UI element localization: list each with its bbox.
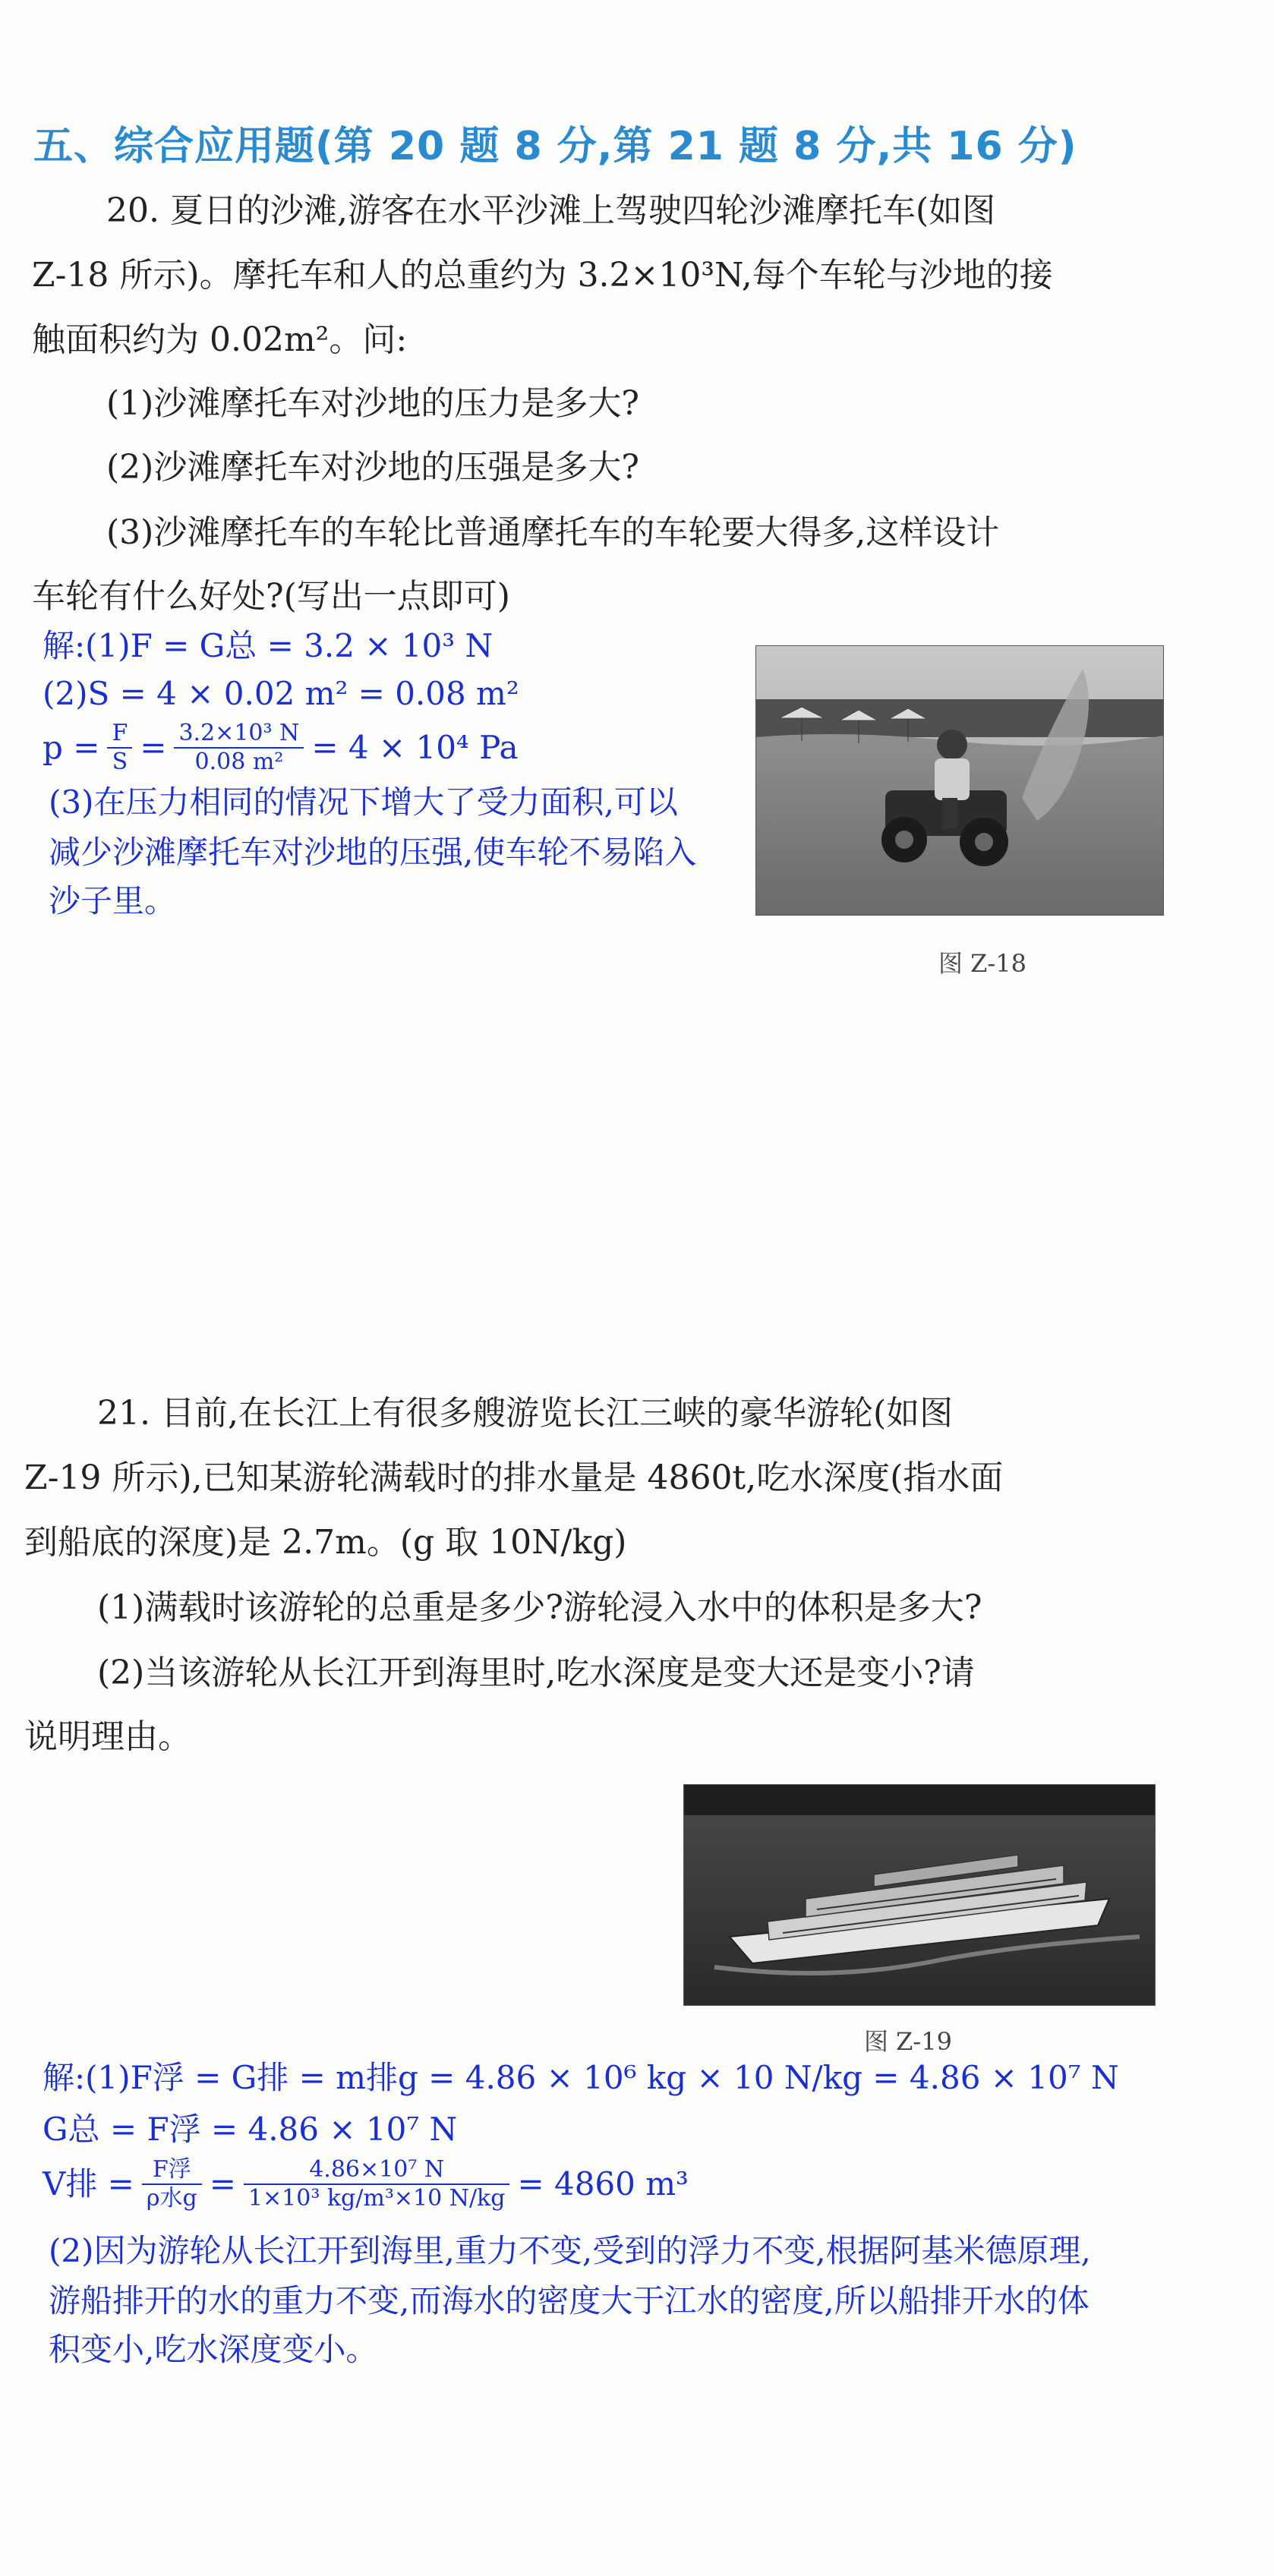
q20-fraction-f-over-s: [107, 721, 132, 774]
q21-answer-line2: G总 = F浮 = 4.86 × 10⁷ N: [43, 2111, 458, 2148]
q20-answer-line4b: 减少沙滩摩托车对沙地的压强,使车轮不易陷入: [49, 834, 697, 871]
q20-sub3a: (3)沙滩摩托车的车轮比普通摩托车的车轮要大得多,这样设计: [106, 513, 1000, 552]
q21-answer-result: = 4860 m³: [517, 2165, 689, 2202]
q21-frac1-num: F浮: [142, 2158, 202, 2185]
q20-sub1: (1)沙滩摩托车对沙地的压力是多大?: [106, 384, 639, 423]
q21-line3: 到船底的深度)是 2.7m。(g 取 10N/kg): [24, 1523, 627, 1562]
beach-motorbike-illustration: [756, 646, 1163, 915]
q20-answer-p-label: p =: [43, 728, 100, 766]
q21-sub2b: 说明理由。: [24, 1717, 191, 1756]
q20-answer-line4a: (3)在压力相同的情况下增大了受力面积,可以: [49, 784, 678, 821]
q21-answer-eq: =: [209, 2165, 236, 2202]
q20-line1: 20. 夏日的沙滩,游客在水平沙滩上驾驶四轮沙滩摩托车(如图: [106, 191, 996, 230]
q20-answer-line4c: 沙子里。: [49, 882, 177, 919]
q20-frac2-num: 3.2×10³ N: [174, 721, 304, 749]
q20-answer-result: = 4 × 10⁴ Pa: [311, 728, 519, 766]
q20-sub2: (2)沙滩摩托车对沙地的压强是多大?: [106, 448, 639, 487]
q20-sub3b: 车轮有什么好处?(写出一点即可): [32, 577, 510, 616]
q20-frac2-den: 0.08 m²: [194, 748, 284, 775]
q21-fraction-f-over-rhog: [142, 2158, 202, 2210]
q20-frac1-den: S: [112, 748, 128, 775]
section-title: 五、综合应用题(第 20 题 8 分,第 21 题 8 分,共 16 分): [33, 124, 1077, 169]
q20-line2: Z-18 所示)。摩托车和人的总重约为 3.2×10³N,每个车轮与沙地的接: [32, 256, 1053, 295]
q21-fraction-values: [244, 2158, 510, 2210]
q20-answer-line1: 解:(1)F = G总 = 3.2 × 10³ N: [43, 627, 494, 664]
cruise-ship-illustration: [684, 1785, 1155, 2005]
figure-z19-photo: [683, 1784, 1156, 2006]
q21-frac1-den: ρ水g: [146, 2184, 197, 2212]
q20-fraction-values: [174, 721, 304, 774]
q20-line3: 触面积约为 0.02m²。问:: [32, 320, 408, 359]
q21-line1: 21. 目前,在长江上有很多艘游览长江三峡的豪华游轮(如图: [97, 1394, 954, 1433]
q20-answer-line3: [43, 721, 519, 774]
q21-frac2-num: 4.86×10⁷ N: [244, 2158, 510, 2185]
q20-answer-eq: =: [140, 728, 167, 766]
q21-line2: Z-19 所示),已知某游轮满载时的排水量是 4860t,吃水深度(指水面: [24, 1458, 1004, 1497]
figure-z18-photo: [755, 645, 1164, 916]
q21-answer-line1: 解:(1)F浮 = G排 = m排g = 4.86 × 10⁶ kg × 10 N/kg = 4.86 × 10⁷ N: [43, 2059, 1119, 2096]
q21-answer-line4b: 游船排开的水的重力不变,而海水的密度大于江水的密度,所以船排开水的体: [49, 2282, 1090, 2319]
q20-answer-line2: (2)S = 4 × 0.02 m² = 0.08 m²: [43, 675, 519, 712]
q21-sub1: (1)满载时该游轮的总重是多少?游轮浸入水中的体积是多大?: [97, 1588, 982, 1627]
q21-answer-line4a: (2)因为游轮从长江开到海里,重力不变,受到的浮力不变,根据阿基米德原理,: [49, 2232, 1091, 2269]
q21-sub2a: (2)当该游轮从长江开到海里时,吃水深度是变大还是变小?请: [97, 1654, 975, 1692]
q21-frac2-den: 1×10³ kg/m³×10 N/kg: [248, 2184, 506, 2212]
q21-answer-line3: [43, 2158, 689, 2210]
q20-frac1-num: F: [107, 721, 132, 749]
q21-answer-v-label: V排 =: [43, 2165, 134, 2202]
q21-answer-line4c: 积变小,吃水深度变小。: [49, 2331, 378, 2368]
figure-z18-caption: 图 Z-18: [938, 949, 1026, 978]
figure-z19-caption: 图 Z-19: [864, 2027, 952, 2056]
